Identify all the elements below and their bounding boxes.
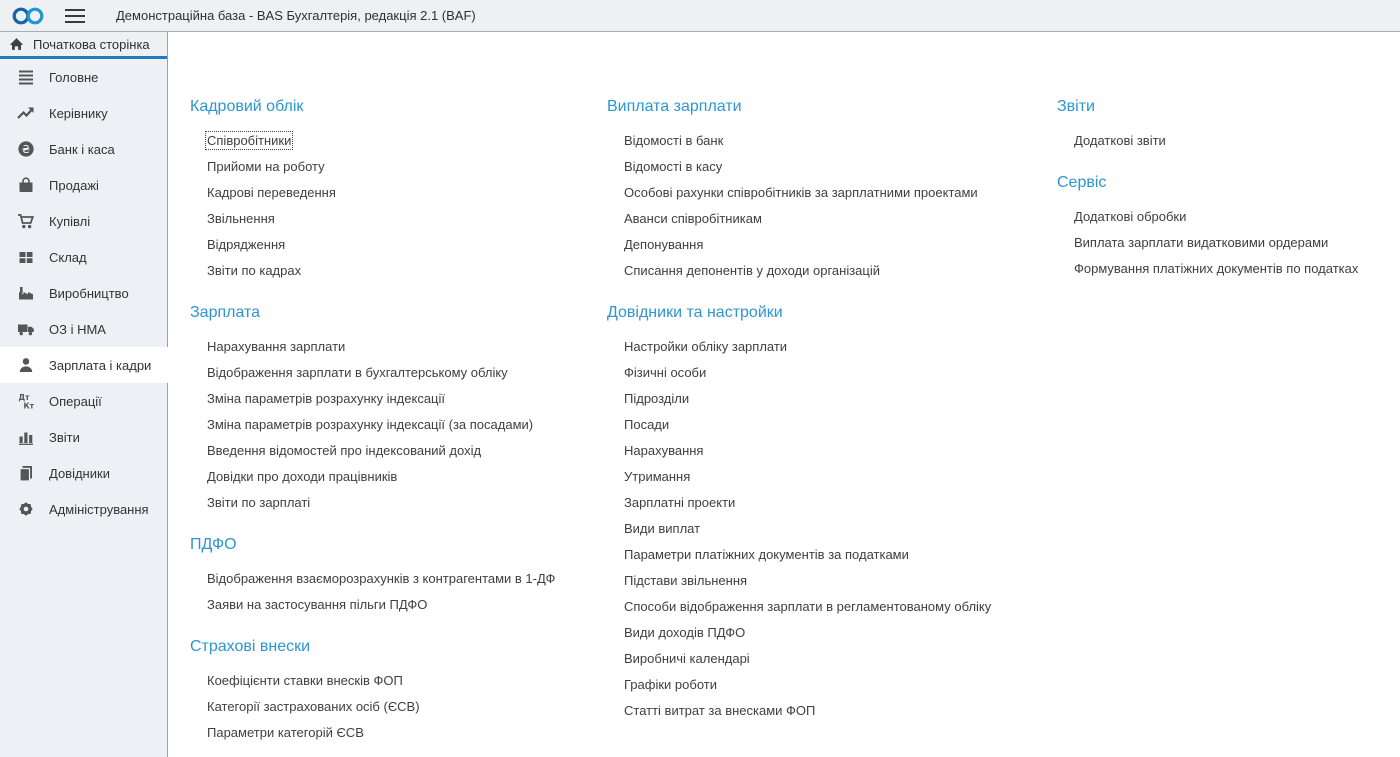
command-link-row: [207, 592, 607, 618]
svg-text:Дт: Дт: [18, 393, 30, 402]
command-link-row: [207, 668, 607, 694]
sidebar-item[interactable]: [0, 311, 167, 347]
command-group: [607, 98, 1057, 284]
command-group: [1057, 174, 1400, 282]
command-link[interactable]: Виплата зарплати видатковими ордерами: [1074, 235, 1329, 250]
command-link[interactable]: Коефіцієнти ставки внесків ФОП: [207, 673, 403, 688]
sidebar-item-label: Виробництво: [49, 285, 129, 301]
dtkt-icon: [16, 392, 36, 410]
command-link-row: [207, 128, 607, 154]
trend-chart-icon: [16, 104, 36, 122]
command-link-list: [190, 128, 607, 284]
command-link-row: [207, 438, 607, 464]
command-link[interactable]: Виробничі календарі: [624, 651, 750, 666]
command-group: [190, 98, 607, 284]
command-link[interactable]: Настройки обліку зарплати: [624, 339, 788, 354]
command-link[interactable]: Відображення взаєморозрахунків з контрагентами в 1-ДФ: [207, 571, 556, 586]
command-group: [607, 304, 1057, 724]
command-link-list: [1057, 128, 1400, 154]
sidebar-item-label: Керівнику: [49, 105, 108, 121]
command-link[interactable]: Зміна параметрів розрахунку індексації: [207, 391, 446, 406]
sidebar-item[interactable]: [0, 167, 167, 203]
command-link[interactable]: Звільнення: [207, 211, 275, 226]
command-link[interactable]: Звіти по кадрах: [207, 263, 302, 278]
sidebar-item-label: Головне: [49, 69, 99, 85]
coin-icon: [16, 140, 36, 158]
sidebar-item[interactable]: [0, 275, 167, 311]
sidebar-item[interactable]: [0, 383, 167, 419]
sidebar-item-label: Звіти: [49, 429, 80, 445]
factory-icon: [16, 284, 36, 302]
command-link[interactable]: Підстави звільнення: [624, 573, 748, 588]
command-link-row: [1074, 230, 1400, 256]
command-link-row: [624, 258, 1057, 284]
command-link[interactable]: Нарахування зарплати: [207, 339, 346, 354]
command-group-title: Кадровий облік: [190, 98, 304, 115]
command-link-list: [607, 128, 1057, 284]
commands-column: [190, 98, 607, 746]
command-group-title: Страхові внески: [190, 638, 311, 655]
tab-home-label: Початкова сторінка: [33, 36, 150, 52]
command-link-row: [624, 232, 1057, 258]
command-link-row: [624, 568, 1057, 594]
gear-icon: [16, 500, 36, 518]
truck-icon: [16, 320, 36, 338]
command-group-title: Зарплата: [190, 304, 261, 321]
command-link-row: [207, 386, 607, 412]
command-group-title: Довідники та настройки: [607, 304, 783, 321]
command-link-row: [1074, 128, 1400, 154]
command-link[interactable]: Відрядження: [207, 237, 286, 252]
command-link-row: [207, 490, 607, 516]
command-group-title: Звіти: [1057, 98, 1095, 115]
commands-column: [607, 98, 1057, 746]
command-link[interactable]: Прийоми на роботу: [207, 159, 325, 174]
command-group-title: ПДФО: [190, 536, 237, 553]
command-link-list: [190, 566, 607, 618]
sidebar-item[interactable]: [0, 239, 167, 275]
tab-home-page[interactable]: [0, 32, 167, 59]
app-logo-icon: [10, 6, 48, 26]
command-link-row: [624, 128, 1057, 154]
command-link-row: [624, 646, 1057, 672]
start-page-content: [168, 32, 1400, 757]
command-link-row: [207, 154, 607, 180]
sections-panel: [0, 59, 167, 527]
grid-icon: [16, 248, 36, 266]
sidebar-item[interactable]: [0, 419, 167, 455]
command-link-row: [624, 620, 1057, 646]
left-panel: [0, 32, 168, 757]
command-link-row: [624, 542, 1057, 568]
sidebar-item[interactable]: [0, 203, 167, 239]
sidebar-item[interactable]: [0, 455, 167, 491]
command-link[interactable]: Додаткові обробки: [1074, 209, 1187, 224]
command-link-row: [624, 672, 1057, 698]
window-title: Демонстраційна база - BAS Бухгалтерія, редакція 2.1 (BAF): [116, 8, 476, 23]
books-icon: [16, 464, 36, 482]
command-link[interactable]: Посади: [624, 417, 670, 432]
command-link[interactable]: Параметри категорій ЄСВ: [207, 725, 364, 740]
command-link-row: [624, 412, 1057, 438]
command-link-list: [190, 334, 607, 516]
bag-icon: [16, 176, 36, 194]
command-link-row: [207, 566, 607, 592]
command-link[interactable]: Параметри платіжних документів за податками: [624, 547, 909, 562]
command-link-row: [624, 206, 1057, 232]
command-group: [1057, 98, 1400, 154]
command-group: [190, 304, 607, 516]
command-group-title: Виплата зарплати: [607, 98, 742, 115]
command-link-row: [624, 698, 1057, 724]
sidebar-item[interactable]: [0, 491, 167, 527]
command-group: [190, 638, 607, 746]
command-link[interactable]: Види виплат: [624, 521, 701, 536]
command-link[interactable]: Категорії застрахованих осіб (ЄСВ): [207, 699, 420, 714]
command-link[interactable]: Відомості в банк: [624, 133, 724, 148]
command-link-row: [624, 516, 1057, 542]
command-link-row: [1074, 256, 1400, 282]
sidebar-item-label: ОЗ і НМА: [49, 321, 106, 337]
cart-icon: [16, 212, 36, 230]
sidebar-item-label: Склад: [49, 249, 87, 265]
command-link[interactable]: Депонування: [624, 237, 704, 252]
command-link[interactable]: Зміна параметрів розрахунку індексації (за посадами): [207, 417, 534, 432]
command-link-row: [624, 594, 1057, 620]
command-link[interactable]: Відомості в касу: [624, 159, 723, 174]
command-group-title: Сервіс: [1057, 174, 1107, 191]
command-link-list: [607, 334, 1057, 724]
command-link-row: [624, 438, 1057, 464]
command-link[interactable]: Відображення зарплати в бухгалтерському обліку: [207, 365, 508, 380]
command-link[interactable]: Статті витрат за внесками ФОП: [624, 703, 816, 718]
command-link[interactable]: Утримання: [624, 469, 691, 484]
sidebar-item-label: Продажі: [49, 177, 99, 193]
command-link-row: [624, 464, 1057, 490]
command-link[interactable]: Довідки про доходи працівників: [207, 469, 398, 484]
sidebar-item-label: Купівлі: [49, 213, 91, 229]
command-link[interactable]: Кадрові переведення: [207, 185, 336, 200]
command-link-row: [207, 206, 607, 232]
main-menu-icon[interactable]: [64, 8, 86, 24]
command-link[interactable]: Формування платіжних документів по податках: [1074, 261, 1359, 276]
sidebar-item-label: Зарплата і кадри: [49, 357, 152, 373]
command-link-row: [207, 464, 607, 490]
sidebar-item-label: Адміністрування: [49, 501, 149, 517]
person-icon: [16, 356, 36, 374]
command-link[interactable]: Способи відображення зарплати в регламентованому обліку: [624, 599, 992, 614]
command-link-row: [207, 412, 607, 438]
svg-text:₴: ₴: [21, 144, 31, 156]
command-link-row: [207, 694, 607, 720]
command-link[interactable]: Аванси співробітникам: [624, 211, 762, 226]
top-bar: [0, 0, 1400, 32]
command-link-row: [624, 490, 1057, 516]
commands-column: [1057, 98, 1400, 746]
command-link[interactable]: Зарплатні проекти: [624, 495, 736, 510]
sidebar-item[interactable]: [0, 347, 169, 383]
command-link-row: [207, 720, 607, 746]
command-link-row: [624, 386, 1057, 412]
command-link-row: [624, 154, 1057, 180]
sidebar-item[interactable]: [0, 59, 167, 95]
command-link[interactable]: Нарахування: [624, 443, 704, 458]
command-link[interactable]: Введення відомостей про індексований дохід: [207, 443, 482, 458]
command-link-row: [207, 334, 607, 360]
command-link-row: [207, 180, 607, 206]
menu-lines-icon: [16, 68, 36, 86]
home-icon: [9, 37, 24, 51]
command-link[interactable]: Додаткові звіти: [1074, 133, 1166, 148]
command-link-row: [624, 334, 1057, 360]
command-link-row: [207, 360, 607, 386]
command-link-row: [207, 258, 607, 284]
command-link[interactable]: Фізичні особи: [624, 365, 707, 380]
command-link[interactable]: Звіти по зарплаті: [207, 495, 311, 510]
command-link[interactable]: Заяви на застосування пільги ПДФО: [207, 597, 428, 612]
command-link[interactable]: Особові рахунки співробітників за зарплатними проектами: [624, 185, 978, 200]
sidebar-item-label: Банк і каса: [49, 141, 115, 157]
command-link[interactable]: Співробітники: [207, 133, 292, 148]
command-link-row: [207, 232, 607, 258]
command-link-row: [1074, 204, 1400, 230]
bar-chart-icon: [16, 428, 36, 446]
sidebar-item-label: Довідники: [49, 465, 110, 481]
sidebar-item[interactable]: [0, 95, 167, 131]
command-link[interactable]: Підрозділи: [624, 391, 690, 406]
sidebar-item-label: Операції: [49, 393, 102, 409]
command-link-row: [624, 180, 1057, 206]
command-link-row: [624, 360, 1057, 386]
command-group: [190, 536, 607, 618]
sidebar-item[interactable]: [0, 131, 167, 167]
svg-text:Кт: Кт: [23, 401, 34, 410]
command-link[interactable]: Списання депонентів у доходи організацій: [624, 263, 881, 278]
command-link-list: [190, 668, 607, 746]
command-link-list: [1057, 204, 1400, 282]
command-link[interactable]: Графіки роботи: [624, 677, 717, 692]
command-link[interactable]: Види доходів ПДФО: [624, 625, 746, 640]
